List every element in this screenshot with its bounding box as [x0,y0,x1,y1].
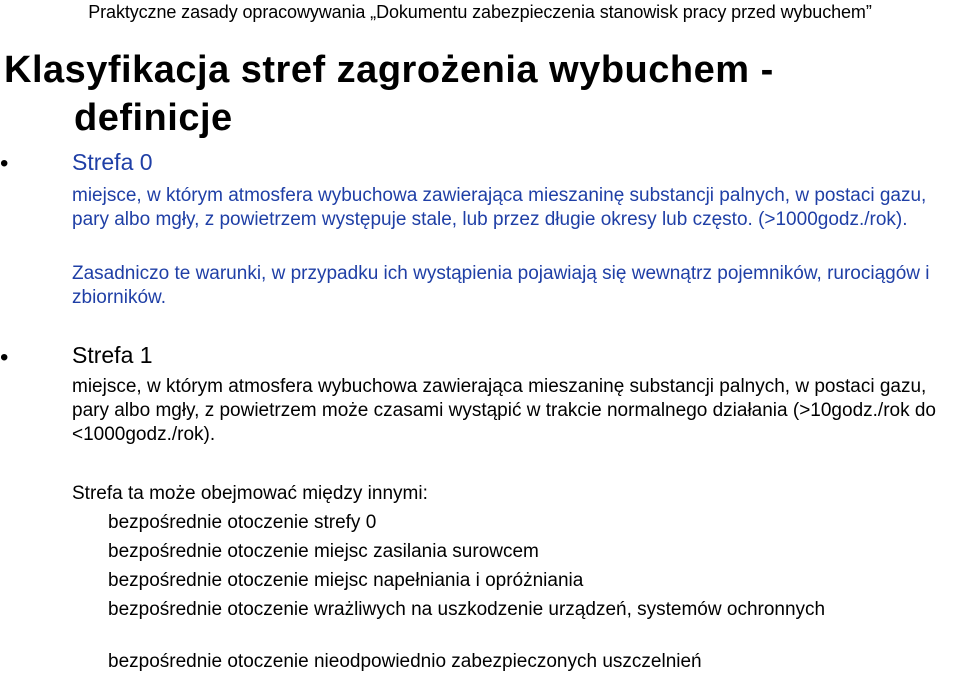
list-item: bezpośrednie otoczenie miejsc napełniania i opróżniania [108,570,584,591]
document-header: Praktyczne zasady opracowywania „Dokumentu zabezpieczenia stanowisk pracy przed wybuchem” [88,2,872,22]
list-item: bezpośrednie otoczenie wrażliwych na uszkodzenie urządzeń, systemów ochronnych [108,599,826,620]
list-intro: Strefa ta może obejmować między innymi: [72,483,428,504]
zone-note-strefa-0: Zasadniczo te warunki, w przypadku ich wystąpienia pojawiają się wewnątrz pojemników, rurociągów i zbiorników. [72,263,930,308]
zone-description-strefa-0: miejsce, w którym atmosfera wybuchowa zawierająca mieszaninę substancji palnych, w postaci gazu, pary albo mgły, z powietrzem występuje stale, lub przez długie okresy lub często. (>1000godz./rok). [72,185,927,230]
list-item: bezpośrednie otoczenie strefy 0 [108,512,377,533]
list-item: bezpośrednie otoczenie nieodpowiednio zabezpieczonych uszczelnień [108,651,702,672]
page-title-line-1: Klasyfikacja stref zagrożenia wybuchem - [4,49,774,91]
zone-label-strefa-1: Strefa 1 [72,342,153,368]
page-title-line-2: definicje [74,97,233,139]
list-item: bezpośrednie otoczenie miejsc zasilania surowcem [108,541,539,562]
bullet-strefa-1: • [0,344,9,371]
bullet-strefa-0: • [0,150,9,177]
zone-description-strefa-1: miejsce, w którym atmosfera wybuchowa zawierająca mieszaninę substancji palnych, w postaci gazu, pary albo mgły, z powietrzem może czasami wystąpić w trakcie normalnego działania (>10godz./rok do <1000godz./rok). [72,376,936,445]
zone-label-strefa-0: Strefa 0 [72,149,153,175]
page-title [4,46,954,142]
